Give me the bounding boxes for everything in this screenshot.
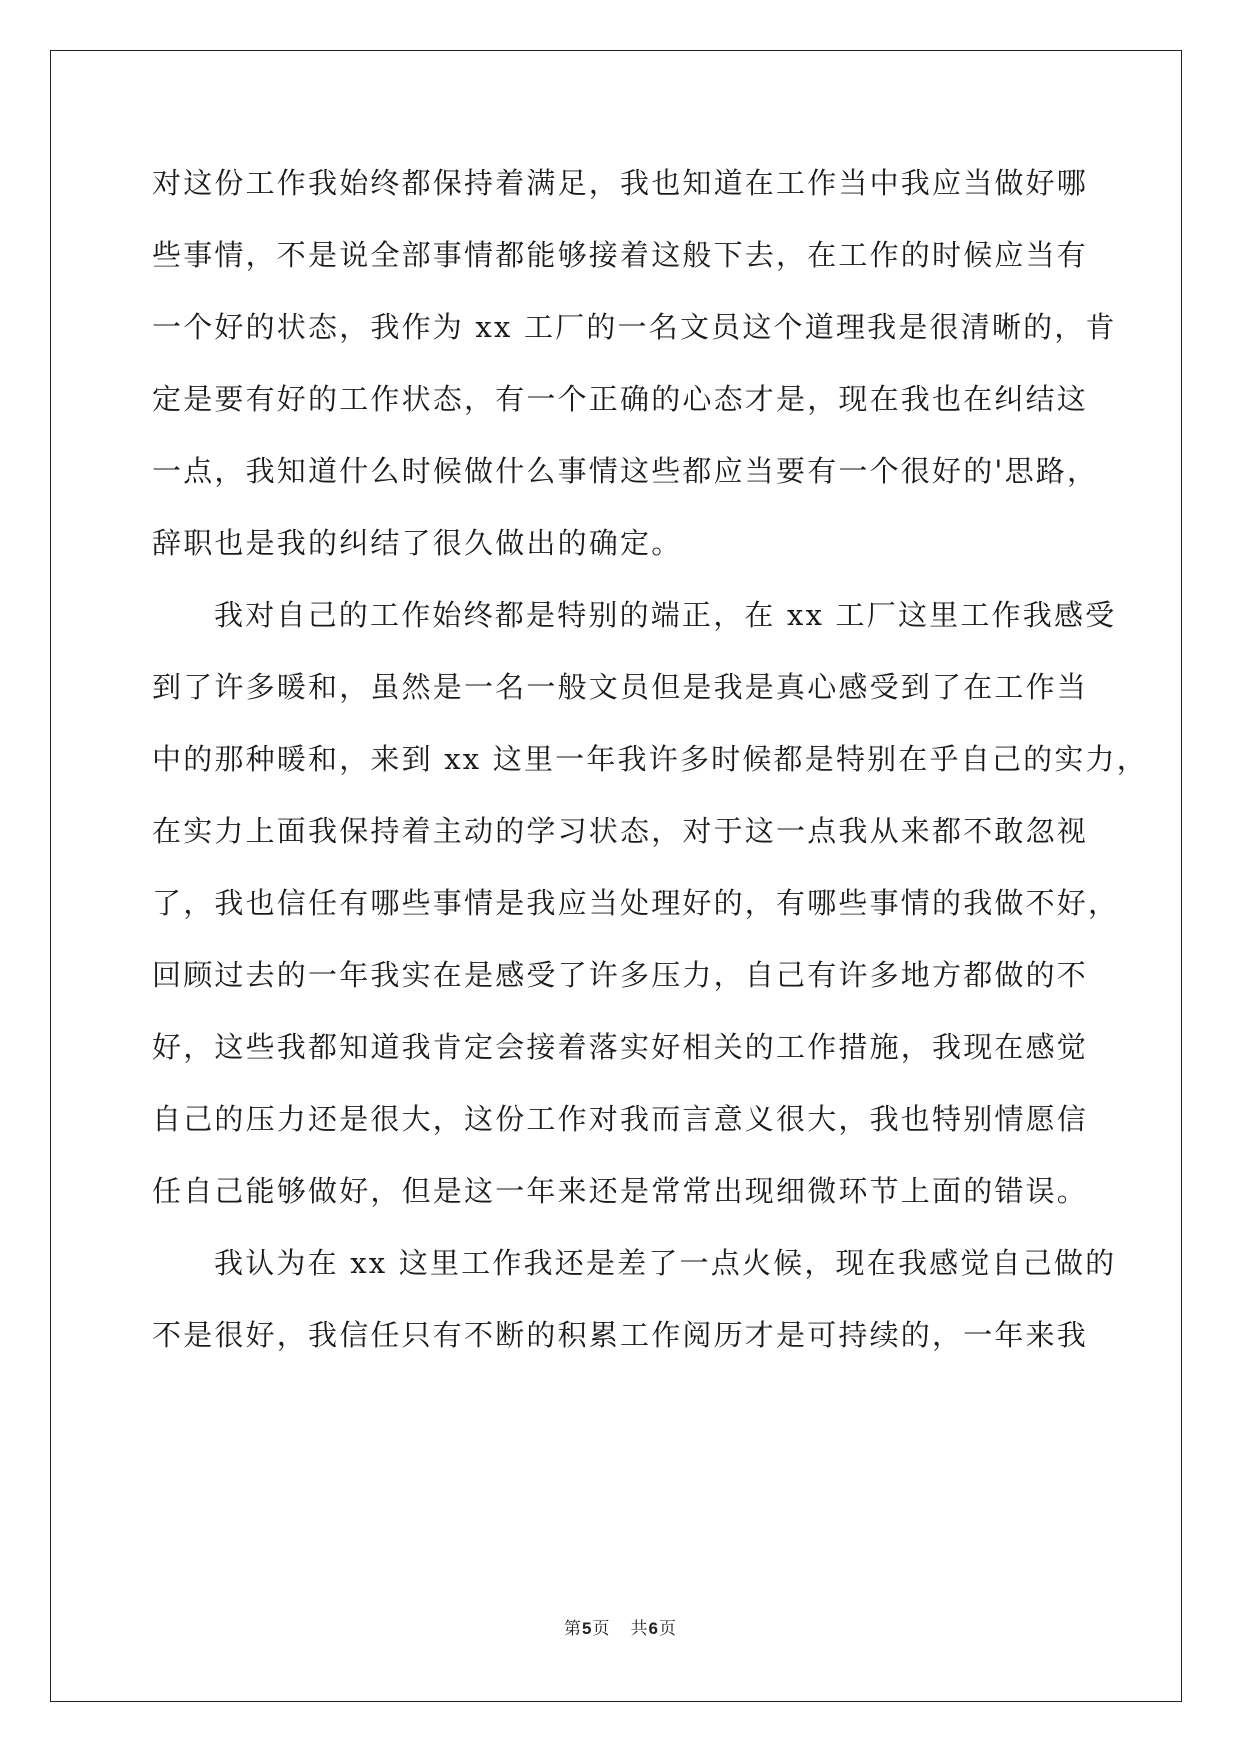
text-line-indented: 我认为在 xx 这里工作我还是差了一点火候，现在我感觉自己做的 xyxy=(214,1246,1117,1280)
page-suffix: 页 xyxy=(592,1619,611,1639)
text-line: 在实力上面我保持着主动的学习状态，对于这一点我从来都不敢忽视 xyxy=(152,814,1089,848)
total-suffix: 页 xyxy=(658,1619,677,1639)
text-line: 任自己能够做好，但是这一年来还是常常出现细微环节上面的错误。 xyxy=(152,1174,1089,1208)
text-line: 辞职也是我的纠结了很久做出的确定。 xyxy=(152,526,683,560)
total-page-number: 6 xyxy=(648,1619,659,1638)
text-line: 回顾过去的一年我实在是感受了许多压力，自己有许多地方都做的不 xyxy=(152,958,1089,992)
text-line: 了，我也信任有哪些事情是我应当处理好的，有哪些事情的我做不好， xyxy=(152,886,1120,920)
text-line: 一个好的状态，我作为 xx 工厂的一名文员这个道理我是很清晰的，肯 xyxy=(152,310,1117,344)
text-line-indented: 我对自己的工作始终都是特别的端正，在 xx 工厂这里工作我感受 xyxy=(214,598,1117,632)
text-line: 对这份工作我始终都保持着满足，我也知道在工作当中我应当做好哪 xyxy=(152,166,1089,200)
text-line: 不是很好，我信任只有不断的积累工作阅历才是可持续的，一年来我 xyxy=(152,1318,1089,1352)
text-line: 好，这些我都知道我肯定会接着落实好相关的工作措施，我现在感觉 xyxy=(152,1030,1089,1064)
page-footer xyxy=(0,1614,1241,1639)
text-line: 定是要有好的工作状态，有一个正确的心态才是，现在我也在纠结这 xyxy=(152,382,1089,416)
text-line: 一点，我知道什么时候做什么事情这些都应当要有一个很好的'思路， xyxy=(152,454,1099,488)
page-prefix: 第 xyxy=(564,1619,583,1639)
total-prefix: 共 xyxy=(630,1619,649,1639)
current-page-number: 5 xyxy=(582,1619,593,1638)
text-line: 些事情，不是说全部事情都能够接着这般下去，在工作的时候应当有 xyxy=(152,238,1089,272)
text-line: 到了许多暖和，虽然是一名一般文员但是我是真心感受到了在工作当 xyxy=(152,670,1089,704)
text-line: 自己的压力还是很大，这份工作对我而言意义很大，我也特别情愿信 xyxy=(152,1102,1089,1136)
text-line: 中的那种暖和，来到 xx 这里一年我许多时候都是特别在乎自己的实力， xyxy=(152,742,1148,776)
page-border xyxy=(50,50,1182,1702)
